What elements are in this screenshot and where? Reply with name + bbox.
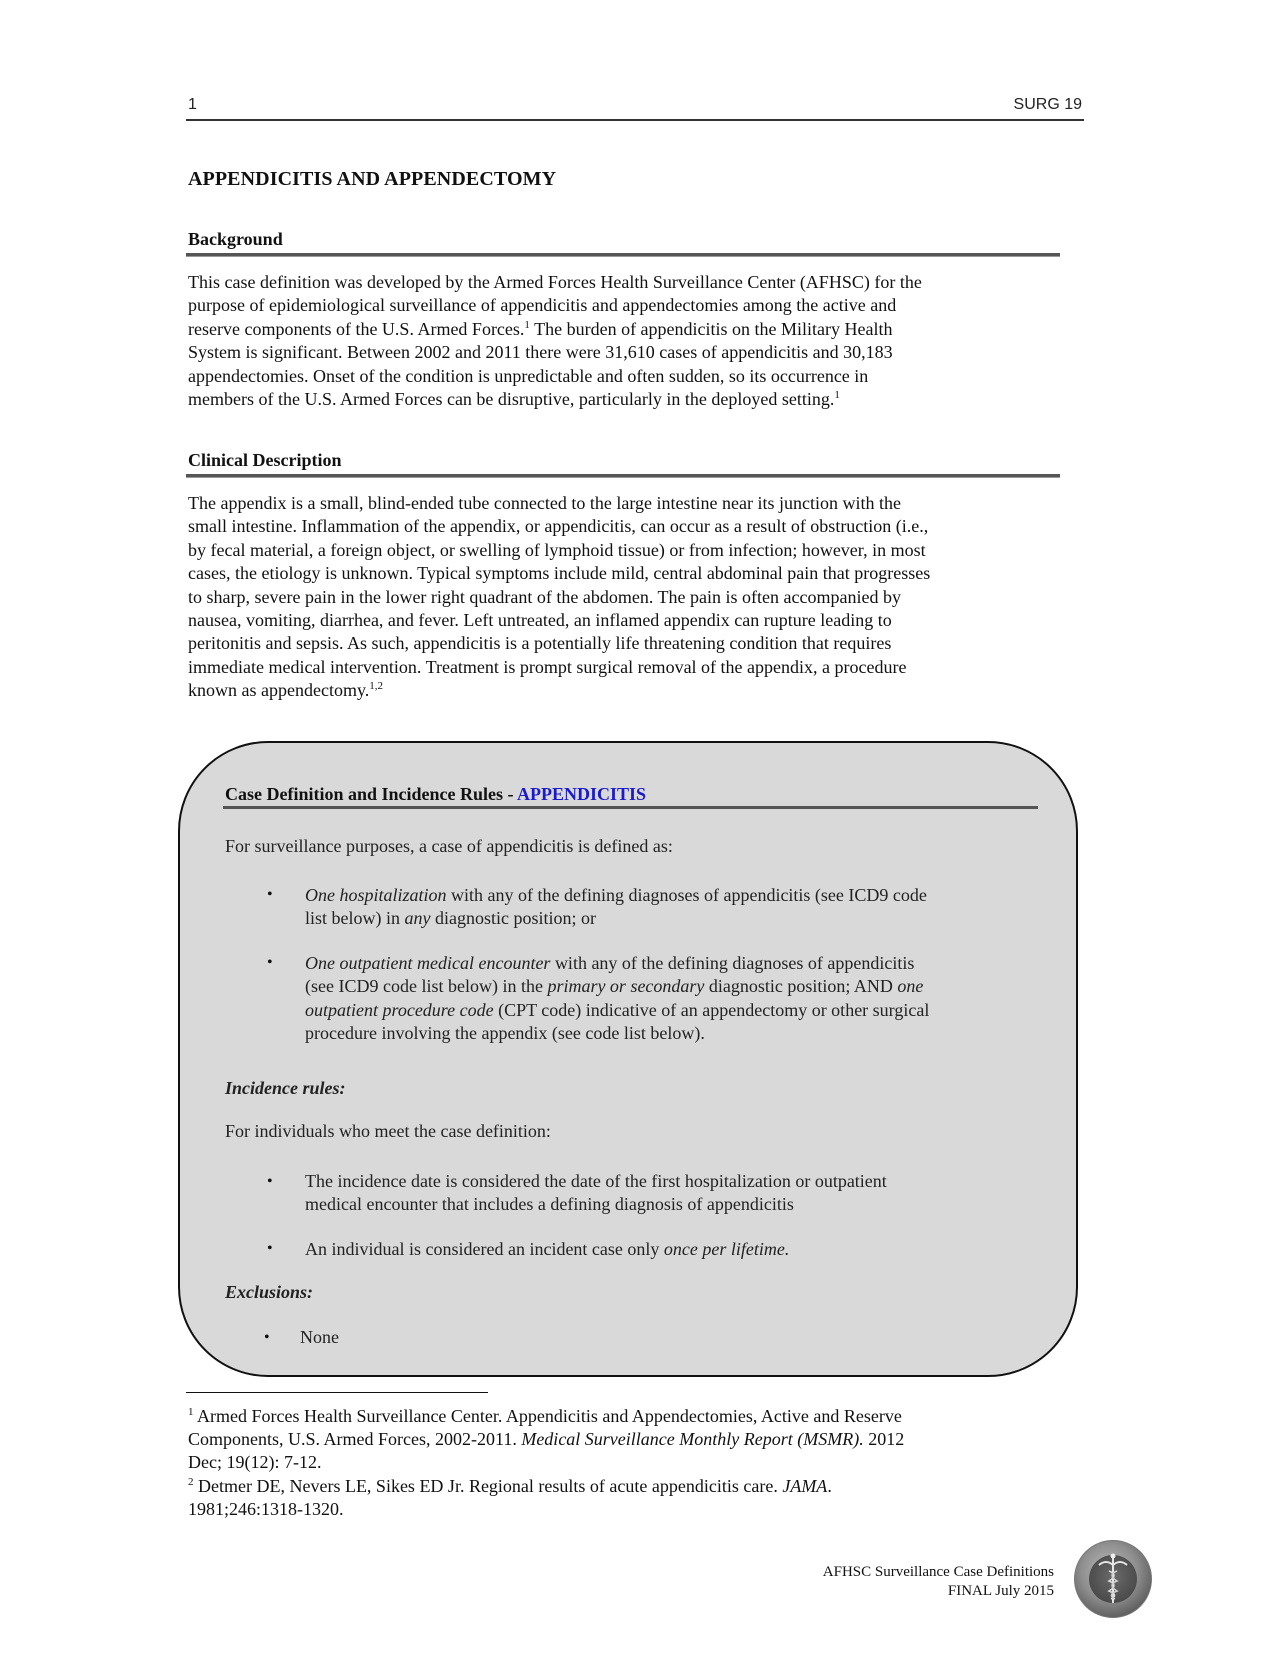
bullet-icon: • — [267, 1173, 273, 1190]
criterion-hospitalization: One hospitalization with any of the defining diagnoses of appendicitis (see ICD9 code list below) in any diagnostic position; or — [305, 885, 927, 929]
criterion-outpatient: One outpatient medical encounter with any of the defining diagnoses of appendicitis (see ICD9 code list below) in the primary or secondary diagnostic position; AND one outpatient procedure code (CPT code) indicative of an appendectomy or other surgical procedure involving the appendix (see code list below). — [305, 953, 930, 1044]
document-title: APPENDICITIS AND APPENDECTOMY — [188, 168, 557, 190]
text-line: to sharp, severe pain in the lower right quadrant of the abdomen. The pain is often accompanied by — [188, 586, 901, 607]
clinical-heading: Clinical Description — [188, 450, 342, 470]
text-line: appendectomies. Onset of the condition is unpredictable and often sudden, so its occurrence in — [188, 365, 869, 386]
incidence-rules-heading: Incidence rules: — [225, 1078, 346, 1098]
text-line: The appendix is a small, blind-ended tube connected to the large intestine near its junction with the — [188, 493, 901, 513]
text-line: System is significant. Between 2002 and 2011 there were 31,610 cases of appendicitis and 30,183 — [188, 342, 893, 363]
text-line: purpose of epidemiological surveillance of appendicitis and appendectomies among the active and — [188, 295, 897, 316]
footer-series: AFHSC Surveillance Case Definitions — [822, 1564, 1054, 1580]
footnote-ref[interactable]: 1 — [834, 389, 840, 402]
condition-name: APPENDICITIS — [517, 784, 647, 804]
clinical-paragraph — [188, 492, 1088, 703]
exclusion-item: None — [300, 1327, 339, 1347]
case-definition-intro: For surveillance purposes, a case of appendicitis is defined as: — [225, 836, 673, 856]
text-line: members of the U.S. Armed Forces can be disruptive, particularly in the deployed setting.$^1$ — [188, 389, 840, 410]
footer-text — [823, 1563, 1054, 1601]
text-line: known as appendectomy.$^{1,2}$ — [188, 680, 384, 701]
incidence-rule-once: An individual is considered an incident case only once per lifetime. — [305, 1239, 790, 1259]
case-definition-heading: Case Definition and Incidence Rules - APPENDICITIS — [225, 784, 647, 804]
text-line: peritonitis and sepsis. As such, appendicitis is a potentially life threatening condition that requires — [188, 633, 892, 654]
background-heading: Background — [188, 229, 283, 249]
header-rule — [186, 119, 1084, 121]
text-line: This case definition was developed by the Armed Forces Health Surveillance Center (AFHSC) for the — [188, 272, 922, 292]
incidence-intro: For individuals who meet the case definition: — [225, 1121, 551, 1141]
background-rule — [186, 253, 1060, 257]
text-line: cases, the etiology is unknown. Typical symptoms include mild, central abdominal pain that progresses — [188, 563, 931, 584]
footer-version: FINAL July 2015 — [947, 1583, 1054, 1599]
text-line: small intestine. Inflammation of the appendix, or appendicitis, can occur as a result of obstruction (i.e., — [188, 516, 929, 537]
incidence-rule-date: The incidence date is considered the date of the first hospitalization or outpatient medical encounter that includes a defining diagnosis of appendicitis — [305, 1171, 887, 1215]
case-definition-rule — [223, 806, 1038, 809]
footnote-2: $^2$ Detmer DE, Nevers LE, Sikes ED Jr. Regional results of acute appendicitis care. JAMA. 1981;246:1318-1320. — [188, 1476, 832, 1520]
text-line: reserve components of the U.S. Armed Forces.$^1$ The burden of appendicitis on the Military Health — [188, 318, 893, 339]
footnote-1: $^1$ Armed Forces Health Surveillance Center. Appendicitis and Appendectomies, Active and Reserve Components, U.S. Armed Forces, 2002-2011. Medical Surveillance Monthly Report (MSMR). 2012 Dec; 19(12): 7-12. — [188, 1406, 905, 1473]
footnote-separator — [186, 1392, 488, 1393]
afhsc-seal-icon — [1074, 1540, 1152, 1618]
bullet-icon: • — [267, 954, 273, 971]
bullet-icon: • — [267, 886, 273, 903]
text-line: by fecal material, a foreign object, or swelling of lymphoid tissue) or from infection; however, in most — [188, 539, 926, 560]
text-line: nausea, vomiting, diarrhea, and fever. Left untreated, an inflamed appendix can rupture leading to — [188, 610, 892, 631]
clinical-rule — [186, 474, 1060, 478]
bullet-icon: • — [264, 1329, 270, 1346]
exclusions-heading: Exclusions: — [225, 1282, 314, 1302]
footnote-ref[interactable]: 1 — [524, 318, 530, 331]
text-line: immediate medical intervention. Treatment is prompt surgical removal of the appendix, a procedure — [188, 656, 907, 677]
footnote-ref[interactable]: 1,2 — [369, 680, 384, 693]
page-number: 1 — [188, 96, 197, 113]
bullet-icon: • — [267, 1240, 273, 1257]
background-paragraph — [188, 271, 1088, 411]
document-code: SURG 19 — [1013, 96, 1082, 113]
